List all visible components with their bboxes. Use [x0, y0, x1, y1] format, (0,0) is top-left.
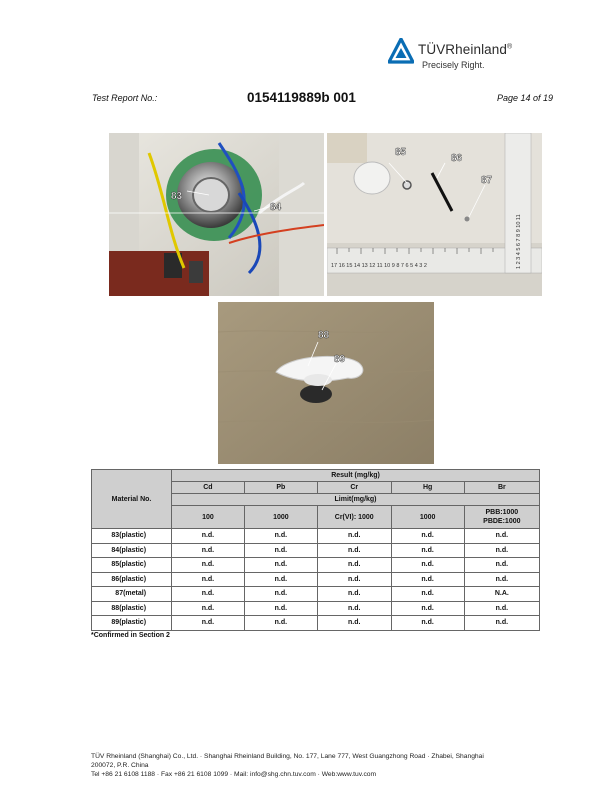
- cell-cd: n.d.: [172, 529, 245, 544]
- cell-pb: n.d.: [244, 587, 317, 602]
- photo-label-88: 88: [318, 330, 330, 341]
- ruler-numbers-vertical: 1 2 3 4 5 6 7 8 9 10 11: [516, 214, 522, 269]
- results-table: [91, 469, 540, 631]
- cell-br: n.d.: [464, 529, 539, 544]
- brand-tagline: Precisely Right.: [422, 60, 485, 70]
- cell-br: n.d.: [464, 616, 539, 631]
- photo-label-87: 87: [481, 175, 493, 186]
- cell-hg: n.d.: [391, 543, 464, 558]
- cell-br: n.d.: [464, 558, 539, 573]
- footer-postcode: 200072, P.R. China: [91, 762, 149, 769]
- report-number-label: Test Report No.:: [92, 93, 158, 103]
- row-material: 86(plastic): [92, 572, 172, 587]
- element-header-br: Br: [464, 482, 539, 494]
- cell-pb: n.d.: [244, 601, 317, 616]
- cell-br: N.A.: [464, 587, 539, 602]
- photo-speaker-assembly: [109, 133, 324, 296]
- element-header-cr: Cr: [317, 482, 391, 494]
- footer-contact: Tel +86 21 6108 1188 · Fax +86 21 6108 1099 · Mail: info@shg.chn.tuv.com · Web:www.tuv.com: [91, 771, 377, 778]
- cell-hg: n.d.: [391, 529, 464, 544]
- result-header: Result (mg/kg): [172, 470, 540, 482]
- limit-cd: 100: [172, 506, 245, 529]
- cell-cr: n.d.: [317, 558, 391, 573]
- cell-cr: n.d.: [317, 543, 391, 558]
- photo-part-on-table: [218, 302, 434, 464]
- table-row: [92, 543, 540, 558]
- cell-hg: n.d.: [391, 601, 464, 616]
- cell-br: n.d.: [464, 543, 539, 558]
- cell-cr: n.d.: [317, 601, 391, 616]
- cell-pb: n.d.: [244, 616, 317, 631]
- limit-pb: 1000: [244, 506, 317, 529]
- cell-hg: n.d.: [391, 616, 464, 631]
- element-header-hg: Hg: [391, 482, 464, 494]
- photo-label-85: 85: [395, 147, 407, 158]
- page-indicator: Page 14 of 19: [497, 93, 554, 103]
- limit-cr: Cr(VI): 1000: [317, 506, 391, 529]
- limit-br: PBB:1000 PBDE:1000: [464, 506, 539, 529]
- cell-pb: n.d.: [244, 558, 317, 573]
- photo-label-83: 83: [171, 191, 183, 202]
- table-row: [92, 529, 540, 544]
- cell-pb: n.d.: [244, 543, 317, 558]
- row-material: 85(plastic): [92, 558, 172, 573]
- element-header-cd: Cd: [172, 482, 245, 494]
- cell-cd: n.d.: [172, 558, 245, 573]
- triangle-logo-icon: [388, 38, 414, 64]
- cell-hg: n.d.: [391, 558, 464, 573]
- photo-label-86: 86: [451, 153, 463, 164]
- tuv-logo: [388, 38, 538, 78]
- cell-cd: n.d.: [172, 616, 245, 631]
- photo-label-84: 84: [270, 202, 282, 213]
- limit-header: Limit(mg/kg): [172, 494, 540, 506]
- cell-cd: n.d.: [172, 587, 245, 602]
- report-number: 0154119889b 001: [247, 90, 356, 105]
- cell-cd: n.d.: [172, 572, 245, 587]
- limit-hg: 1000: [391, 506, 464, 529]
- table-row: [92, 616, 540, 631]
- cell-pb: n.d.: [244, 529, 317, 544]
- cell-cr: n.d.: [317, 616, 391, 631]
- cell-cr: n.d.: [317, 529, 391, 544]
- row-material: 84(plastic): [92, 543, 172, 558]
- cell-cr: n.d.: [317, 572, 391, 587]
- footnote: *Confirmed in Section 2: [91, 632, 170, 639]
- table-row: [92, 601, 540, 616]
- row-material: 87(metal): [92, 587, 172, 602]
- photo-label-89: 89: [334, 354, 346, 365]
- brand-name: TÜVRheinland®: [418, 42, 513, 57]
- row-material: 88(plastic): [92, 601, 172, 616]
- table-row: [92, 572, 540, 587]
- row-material: 83(plastic): [92, 529, 172, 544]
- ruler-numbers: 17 16 15 14 13 12 11 10 9 8 7 6 5 4 3 2: [331, 263, 427, 269]
- table-row: [92, 587, 540, 602]
- cell-br: n.d.: [464, 601, 539, 616]
- cell-cd: n.d.: [172, 601, 245, 616]
- cell-cd: n.d.: [172, 543, 245, 558]
- cell-hg: n.d.: [391, 572, 464, 587]
- cell-hg: n.d.: [391, 587, 464, 602]
- cell-cr: n.d.: [317, 587, 391, 602]
- cell-br: n.d.: [464, 572, 539, 587]
- photo-parts-on-ruler: [327, 133, 542, 296]
- page-footer: [91, 752, 541, 779]
- table-row: [92, 558, 540, 573]
- row-material: 89(plastic): [92, 616, 172, 631]
- material-header: Material No.: [92, 470, 172, 529]
- element-header-pb: Pb: [244, 482, 317, 494]
- cell-pb: n.d.: [244, 572, 317, 587]
- footer-address: TÜV Rheinland (Shanghai) Co., Ltd. · Shanghai Rheinland Building, No. 177, Lane 777, West Guangzhong Road · Zhabei, Shanghai: [91, 753, 484, 760]
